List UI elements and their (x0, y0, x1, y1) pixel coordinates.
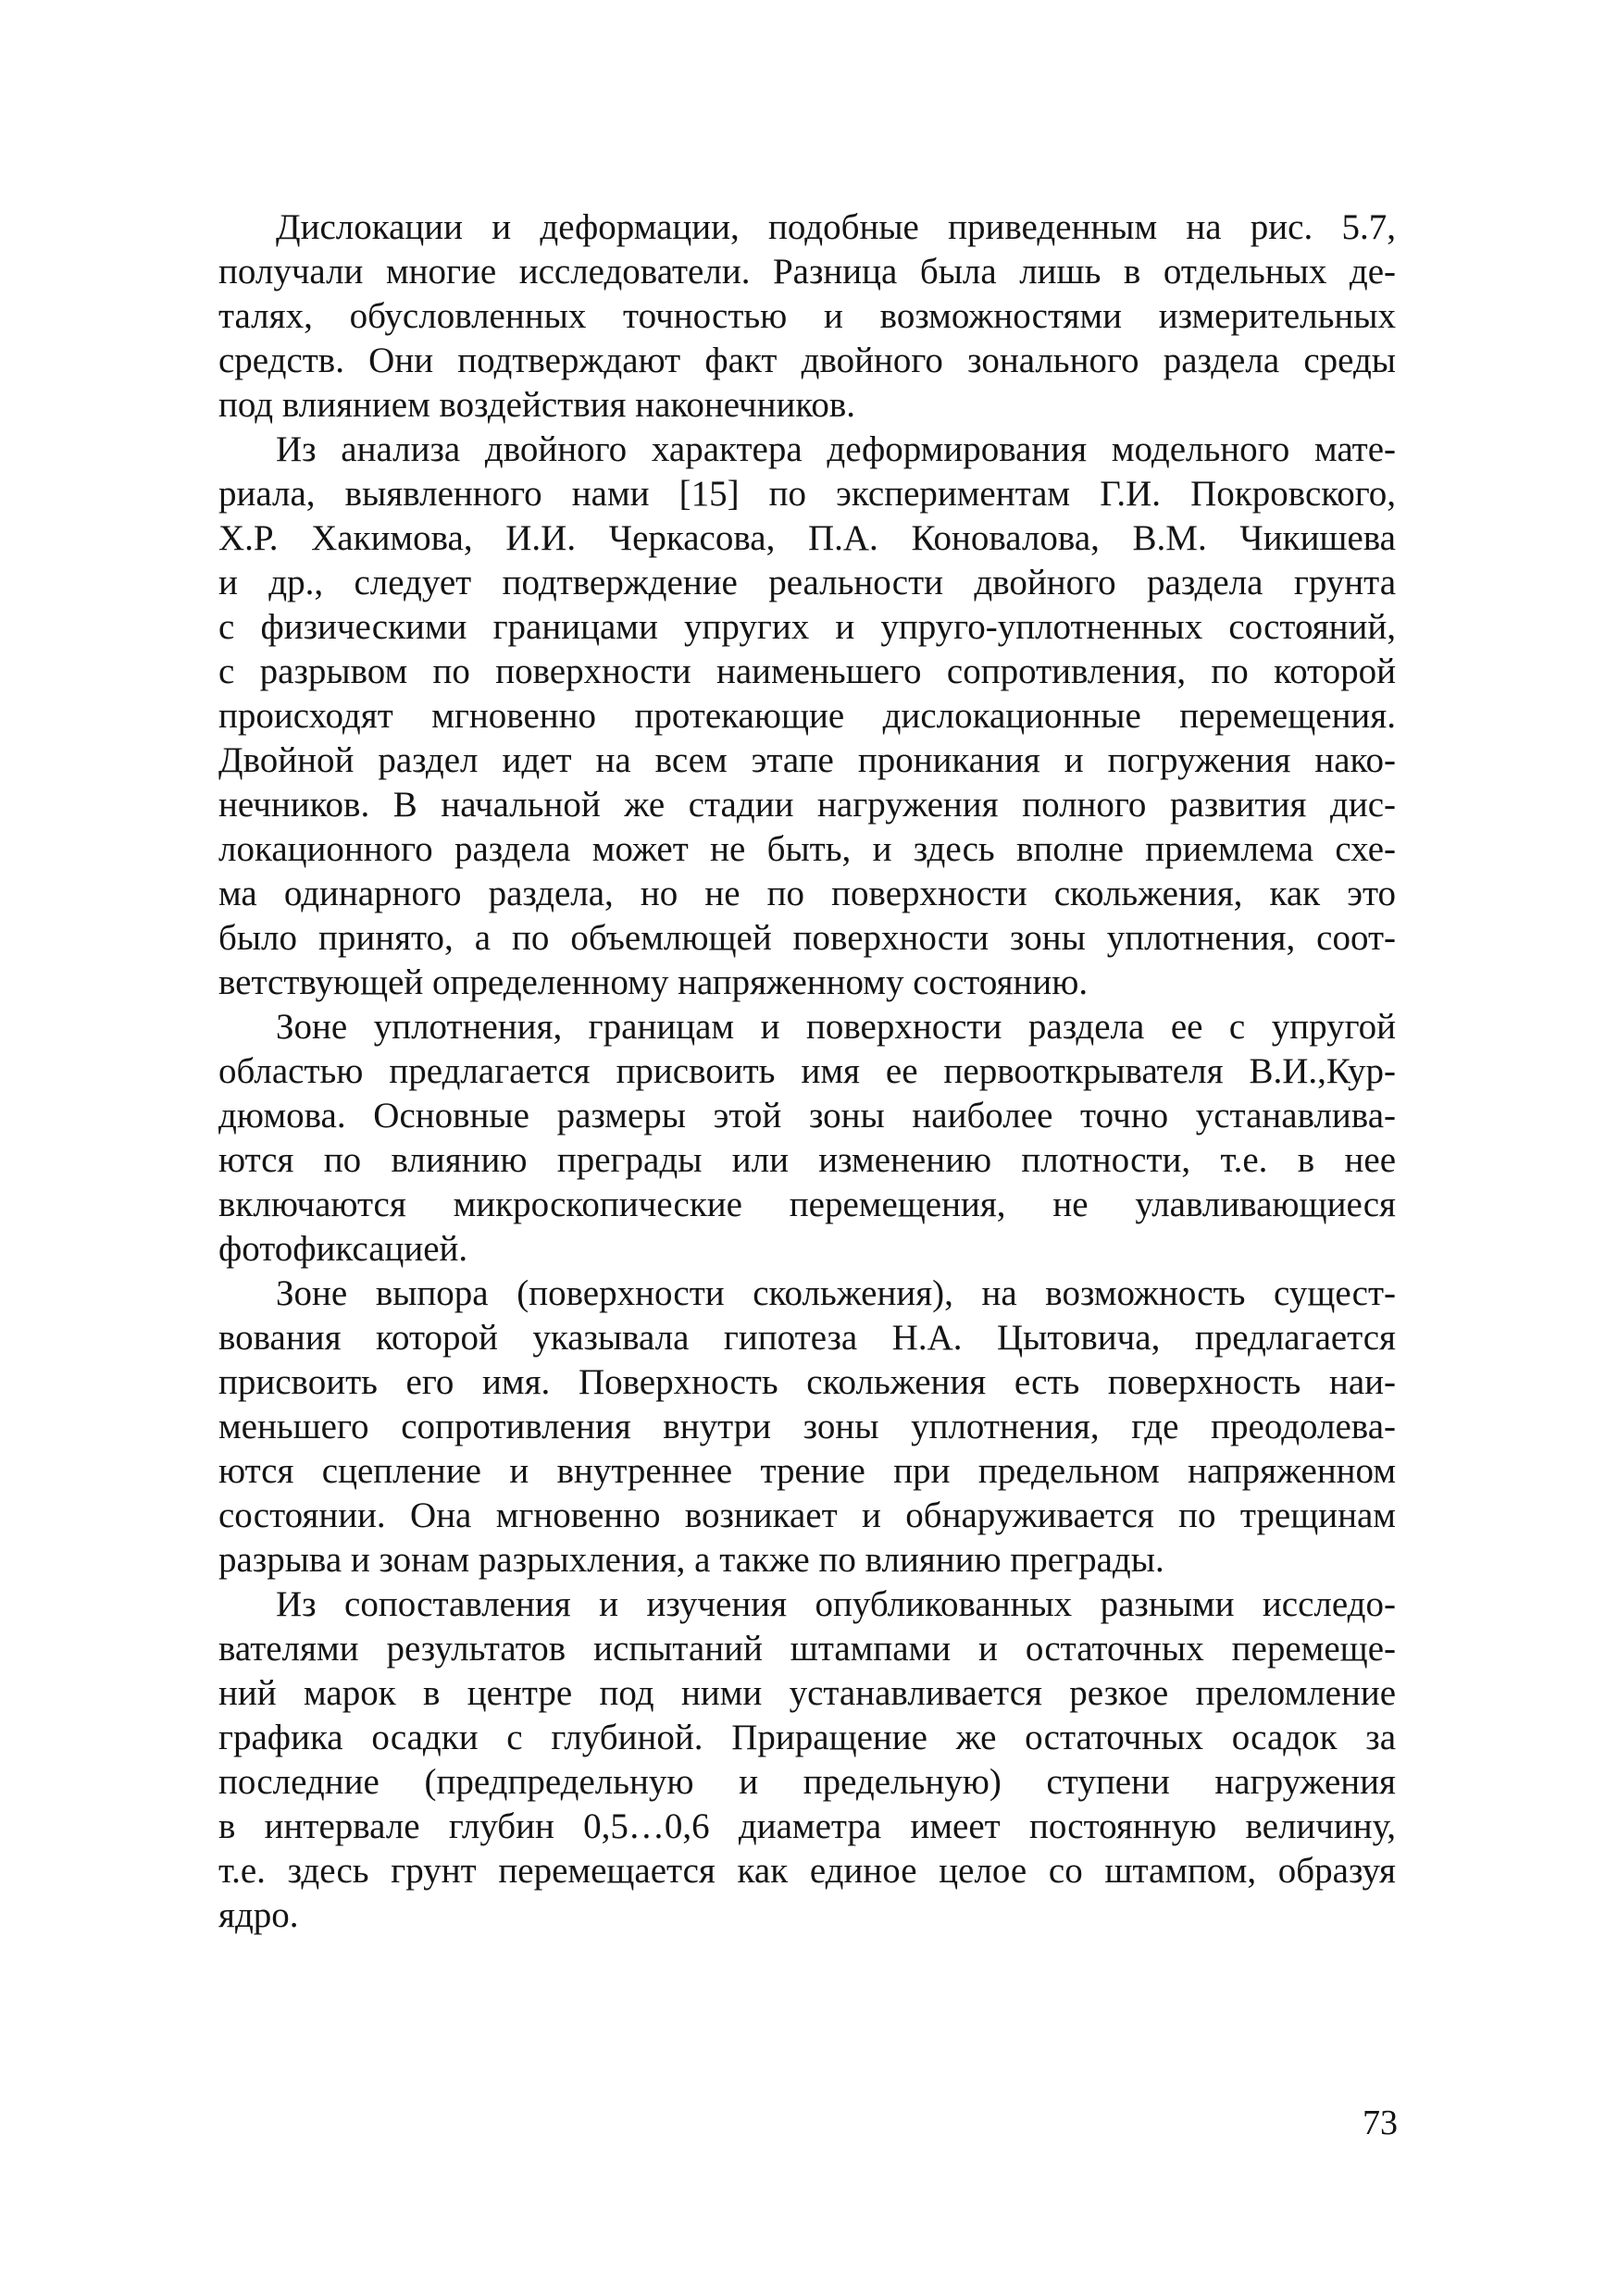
paragraph-2 (218, 428, 1396, 1005)
paragraph-1 (218, 205, 1396, 428)
text-line: фотофиксацией. (218, 1229, 468, 1269)
text-line: под влиянием воздействия наконечников. (218, 385, 856, 425)
text-line: включаются микроскопические перемещения, не улавливающиеся (218, 1185, 1396, 1224)
text-line: происходят мгновенно протекающие дислокационные перемещения. (218, 696, 1396, 736)
text-line: ядро. (218, 1895, 299, 1935)
paragraph-3 (218, 1005, 1396, 1272)
text-line: нечников. В начальной же стадии нагружения полного развития дис- (218, 785, 1396, 825)
text-line: областью предлагается присвоить имя ее первооткрывателя В.И.,Кур- (218, 1051, 1396, 1091)
text-line: локационного раздела может не быть, и здесь вполне приемлема схе- (218, 829, 1396, 869)
text-line: талях, обусловленных точностью и возможностями измерительных (218, 296, 1396, 336)
text-line: было принято, а по объемлющей поверхности зоны уплотнения, соот- (218, 918, 1396, 958)
text-line: состоянии. Она мгновенно возникает и обнаруживается по трещинам (218, 1496, 1396, 1535)
paragraph-4 (218, 1272, 1396, 1582)
text-line: средств. Они подтверждают факт двойного зонального раздела среды (218, 341, 1396, 380)
text-line: вования которой указывала гипотеза Н.А. Цытовича, предлагается (218, 1318, 1396, 1358)
body-text (218, 205, 1396, 1938)
page-number: 73 (1363, 2104, 1398, 2142)
text-line: и др., следует подтверждение реальности двойного раздела грунта (218, 563, 1396, 602)
text-line: ются по влиянию преграды или изменению плотности, т.е. в нее (218, 1140, 1396, 1180)
text-line: Дислокации и деформации, подобные приведенным на рис. 5.7, (276, 207, 1396, 247)
text-line: разрыва и зонам разрыхления, а также по влиянию преграды. (218, 1540, 1164, 1580)
text-line: Зоне уплотнения, границам и поверхности раздела ее с упругой (276, 1007, 1396, 1047)
text-line: Из сопоставления и изучения опубликованных разными исследо- (276, 1584, 1396, 1624)
text-line: присвоить его имя. Поверхность скольжения есть поверхность наи- (218, 1362, 1396, 1402)
text-line: с физическими границами упругих и упруго-уплотненных состояний, (218, 607, 1396, 647)
text-line: графика осадки с глубиной. Приращение же остаточных осадок за (218, 1718, 1396, 1757)
text-line: ний марок в центре под ними устанавливается резкое преломление (218, 1673, 1396, 1713)
text-line: получали многие исследователи. Разница была лишь в отдельных де- (218, 252, 1396, 292)
text-line: риала, выявленного нами [15] по экспериментам Г.И. Покровского, (218, 474, 1396, 514)
text-line: Х.Р. Хакимова, И.И. Черкасова, П.А. Коновалова, В.М. Чикишева (218, 518, 1396, 558)
text-line: в интервале глубин 0,5…0,6 диаметра имеет постоянную величину, (218, 1806, 1396, 1846)
text-line: Двойной раздел идет на всем этапе проникания и погружения нако- (218, 740, 1396, 780)
text-line: с разрывом по поверхности наименьшего сопротивления, по которой (218, 652, 1396, 691)
text-line: ма одинарного раздела, но не по поверхности скольжения, как это (218, 874, 1396, 913)
text-line: т.е. здесь грунт перемещается как единое целое со штампом, образуя (218, 1851, 1396, 1891)
text-line: вателями результатов испытаний штампами и остаточных перемеще- (218, 1629, 1396, 1669)
text-line: ются сцепление и внутреннее трение при предельном напряженном (218, 1451, 1396, 1491)
text-line: Из анализа двойного характера деформирования модельного мате- (276, 429, 1396, 469)
text-line: дюмова. Основные размеры этой зоны наиболее точно устанавлива- (218, 1096, 1396, 1136)
text-line: ветствующей определенному напряженному состоянию. (218, 962, 1089, 1002)
text-line: Зоне выпора (поверхности скольжения), на возможность сущест- (276, 1273, 1396, 1313)
paragraph-5 (218, 1582, 1396, 1938)
text-line: меньшего сопротивления внутри зоны уплотнения, где преодолева- (218, 1407, 1396, 1446)
text-line: последние (предпредельную и предельную) ступени нагружения (218, 1762, 1396, 1802)
